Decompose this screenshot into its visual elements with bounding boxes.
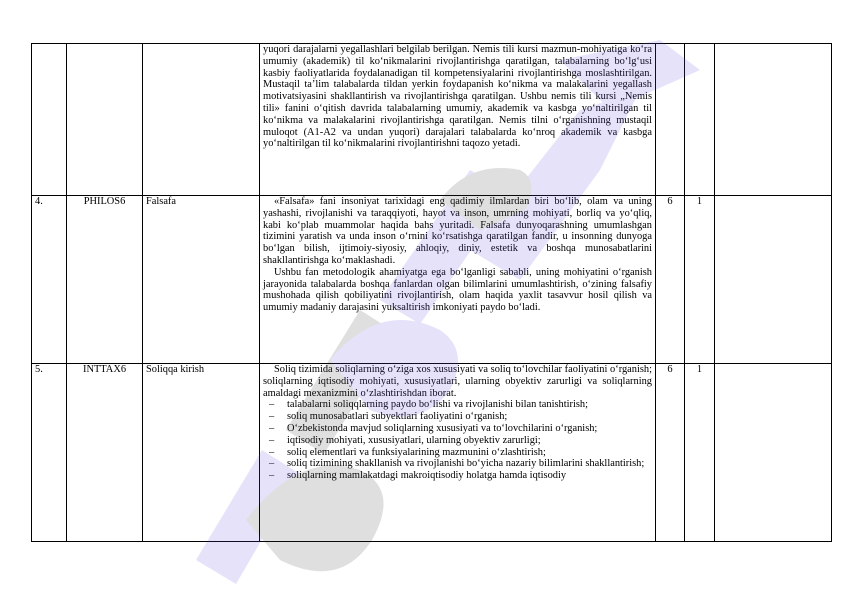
list-item bbox=[263, 447, 652, 459]
list-item-text: soliq munosabatlari subyektlari faoliyatini o‘rganish; bbox=[287, 411, 508, 423]
list-item bbox=[263, 435, 652, 447]
list-item-text: soliqlarning mamlakatdagi makroiqtisodiy holatga hamda iqtisodiy bbox=[287, 470, 567, 482]
course-description bbox=[260, 44, 656, 196]
description-paragraph: «Falsafa» fani insoniyat tarixidagi eng qadimiy ilmlardan biri bo‘lib, olam va uning yashashi, rivojlanishi va taraqqiyoti, hayot va inson, umrning mohiyati, borliq va yo‘qliq, kabi ko‘plab muammolar haqida bahs yuritadi. Falsafa dunyoqarashning umumlashgan tizimini yaratish va unda inson o‘rnini ko‘rsatishga qaratilgan fandir, u insonning dunyoga bo‘lgan bilish, ijtimoiy-siyosiy, ahloqiy, diniy, estetik va boshqa munosabatlarini shakllantirishga ko‘maklashadi. bbox=[263, 196, 652, 266]
credit-cell: 6 bbox=[656, 364, 685, 542]
credit-cell bbox=[656, 44, 685, 196]
list-item-text: O‘zbekistonda mavjud soliqlarning xususiyati va to‘lovchilarini o‘rganish; bbox=[287, 422, 598, 434]
dash-bullet: – bbox=[269, 422, 275, 434]
description-paragraph: yuqori darajalarni yegallashlari belgilab berilgan. Nemis tili kursi mazmun-mohiyatiga ko‘ra umumiy (akademik) til ko‘nikmalarini rivojlantirishga qaratilgan, talabalarning bo‘lg‘usi kasbiy faoliyatlarida foydalanadigan til kompetensiyalarini rivojlantirishga moslashtirilgan. Mustaqil ta’lim talabalarda tildan yerkin foydapanish ko‘nikma va malakalarini yegallash motivatsiyasini shakllantirish va rivojlantirishga qaratilgan. Ushbu nemis tili kursi „Nemis tili» fanini o‘qitish davrida talabalarning umumiy, akademik va kasbga yo‘naltirilgan til ko‘nikma va malakalarini rivojlantirishga qaratilgan. Nemis tilni o‘rganishning mustaqil muloqot (A1-A2 va undan yuqori) darajalari talabalarda ko‘nroq akademik va kasbga yo‘naltirilgan til ko‘nikmalarini rivojlantirishni taqozo yetadi. bbox=[263, 44, 652, 150]
semester-cell bbox=[685, 44, 715, 196]
dash-bullet: – bbox=[269, 399, 275, 411]
table-row bbox=[32, 364, 832, 542]
dash-bullet: – bbox=[269, 411, 275, 423]
list-item bbox=[263, 399, 652, 411]
row-number bbox=[32, 44, 67, 196]
course-description bbox=[260, 364, 656, 542]
course-name bbox=[143, 44, 260, 196]
empty-cell bbox=[715, 196, 832, 364]
course-code bbox=[67, 44, 143, 196]
row-number: 4. bbox=[32, 196, 67, 364]
list-item-text: talabalarni soliqqlarning paydo bo‘lishi va rivojlanishi bilan tanishtirish; bbox=[287, 399, 588, 411]
course-name: Soliqqa kirish bbox=[143, 364, 260, 542]
curriculum-table bbox=[31, 43, 832, 542]
description-paragraph: Soliq tizimida soliqlarning o‘ziga xos xususiyati va soliq to‘lovchilar faoliyatini o‘rganish; soliqlarning iqtisodiy mohiyati, xususiyatlari, ularning obyektiv zarurligi va soliqlarning amaldagi mexanizmini o‘zlashtirishdan iborat. bbox=[263, 364, 652, 399]
list-item-text: iqtisodiy mohiyati, xususiyatlari, ularning obyektiv zarurligi; bbox=[287, 434, 541, 446]
semester-cell: 1 bbox=[685, 364, 715, 542]
list-item bbox=[263, 470, 652, 482]
semester-cell: 1 bbox=[685, 196, 715, 364]
list-item bbox=[263, 423, 652, 435]
list-item bbox=[263, 458, 652, 470]
dash-bullet: – bbox=[269, 434, 275, 446]
dash-bullet: – bbox=[269, 458, 275, 470]
list-item-text: soliq tizimining shakllanish va rivojlanishi bo‘yicha nazariy bilimlarini shakllantirish; bbox=[287, 458, 645, 470]
credit-cell: 6 bbox=[656, 196, 685, 364]
objectives-list bbox=[263, 399, 652, 482]
course-code: PHILOS6 bbox=[67, 196, 143, 364]
empty-cell bbox=[715, 44, 832, 196]
empty-cell bbox=[715, 364, 832, 542]
description-paragraph: Ushbu fan metodologik ahamiyatga ega bo‘lganligi sababli, uning mohiyatini o‘rganish jarayonida talabalarda boshqa fanlardan olgan bilimlarini umumlashtirish, o‘zining falsafiy mushohada qilish qobiliyatini rivojlantirish, olam haqida yaxlit tasavvur hosil qilish va umumiy madaniy darajasini yuksaltirish imkoniyati paydo bo‘ladi. bbox=[263, 266, 652, 314]
row-number: 5. bbox=[32, 364, 67, 542]
dash-bullet: – bbox=[269, 446, 275, 458]
table-row bbox=[32, 196, 832, 364]
dash-bullet: – bbox=[269, 470, 275, 482]
table-row bbox=[32, 44, 832, 196]
course-name: Falsafa bbox=[143, 196, 260, 364]
course-description bbox=[260, 196, 656, 364]
list-item bbox=[263, 411, 652, 423]
course-code: INTTAX6 bbox=[67, 364, 143, 542]
list-item-text: soliq elementlari va funksiyalarining mazmunini o‘zlashtirish; bbox=[287, 446, 546, 458]
